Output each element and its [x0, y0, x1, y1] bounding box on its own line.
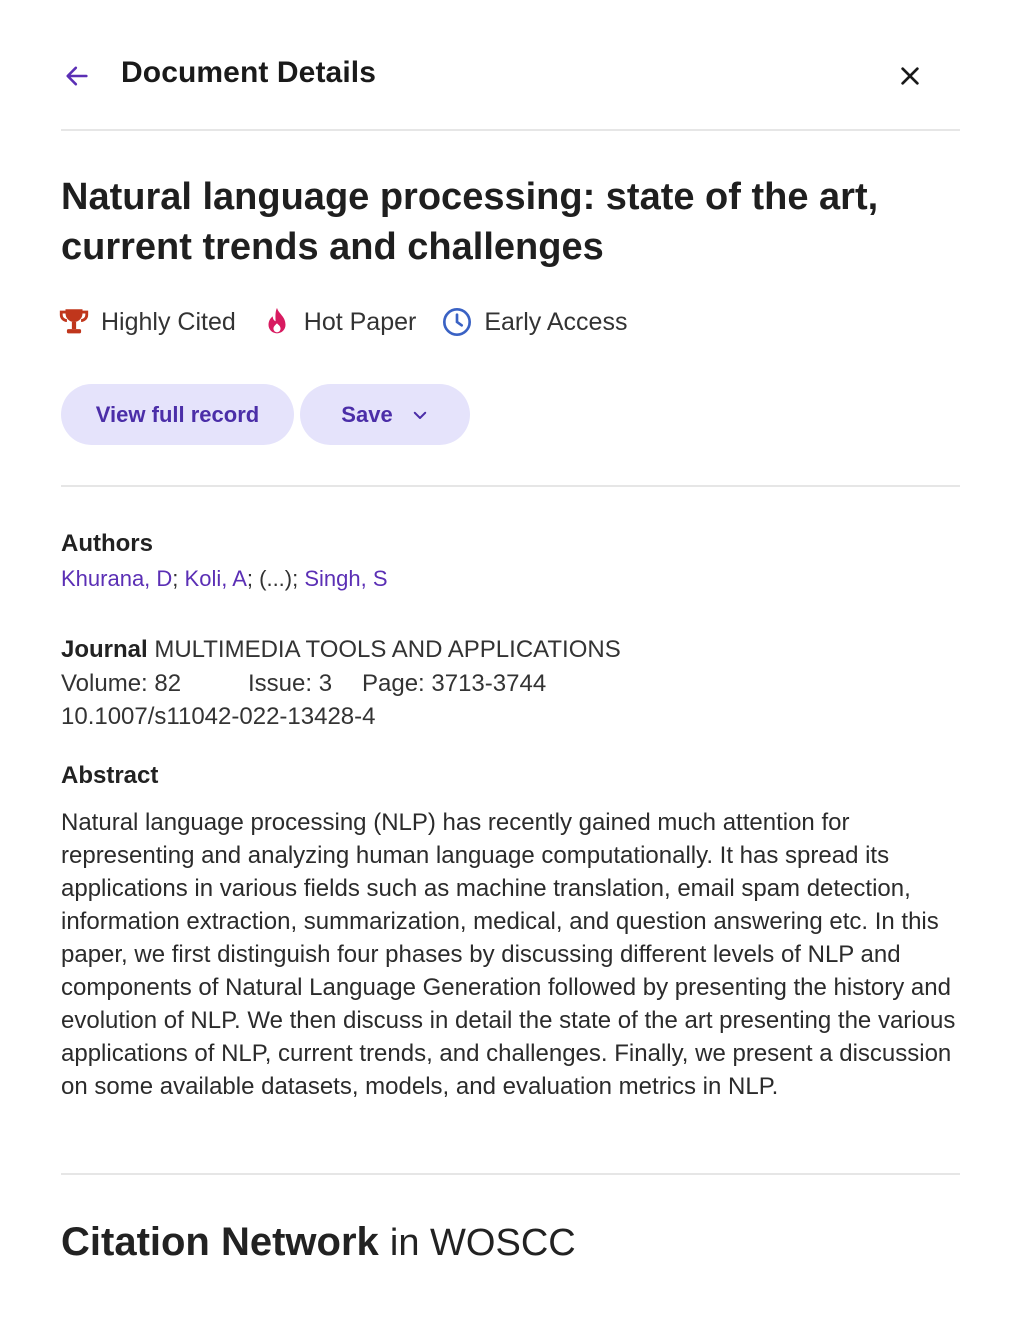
journal-name: MULTIMEDIA TOOLS AND APPLICATIONS [154, 636, 621, 663]
citation-network-suffix: in WOSCC [389, 1222, 576, 1264]
save-label: Save [341, 401, 393, 427]
view-full-record-label: View full record [95, 401, 260, 427]
save-button[interactable] [300, 384, 470, 445]
badge-label: Early Access [484, 307, 628, 336]
section-divider [61, 1173, 960, 1175]
author-link[interactable]: Singh, S [304, 566, 388, 591]
volume-issue-page [61, 670, 546, 698]
citation-network-heading [61, 1220, 576, 1265]
citation-network-title: Citation Network [61, 1220, 379, 1264]
authors-list [61, 566, 388, 592]
author-link[interactable]: Khurana, D [61, 566, 173, 591]
authors-label: Authors [61, 530, 153, 557]
back-button[interactable] [61, 60, 93, 92]
document-title: Natural language processing: state of the art, current trends and challenges [61, 176, 879, 268]
doi-value: 10.1007/s11042-022-13428-4 [61, 703, 376, 730]
close-icon [899, 65, 921, 87]
volume-value: Volume: 82 [61, 670, 182, 697]
badge-label: Hot Paper [303, 307, 417, 336]
panel-title: Document Details [121, 56, 376, 89]
clock-icon [440, 305, 474, 339]
badge-highly-cited [57, 305, 236, 339]
author-separator: ; [172, 566, 185, 591]
arrow-left-icon [63, 62, 91, 90]
chevron-down-icon [411, 406, 429, 424]
badge-hot-paper [260, 305, 417, 339]
badge-early-access [440, 305, 627, 339]
journal-label: Journal [61, 636, 148, 663]
trophy-icon [57, 305, 91, 339]
author-separator: ; (...); [246, 566, 305, 591]
page-value: Page: 3713-3744 [362, 670, 547, 697]
panel-header [61, 50, 960, 102]
close-button[interactable] [896, 62, 924, 90]
author-link[interactable]: Koli, A [184, 566, 247, 591]
badge-label: Highly Cited [101, 307, 236, 336]
section-divider [61, 485, 960, 487]
issue-value: Issue: 3 [248, 670, 333, 697]
abstract-label: Abstract [61, 762, 159, 789]
header-divider [61, 129, 960, 131]
view-full-record-button[interactable] [61, 384, 294, 445]
abstract-text: Natural language processing (NLP) has recently gained much attention for representing and analyzing human language computationally. It has spread its applications in various fields such as machine translation, email spam detection, information extraction, summarization, medical, and question answering etc. In this paper, we first distinguish four phases by discussing different levels of NLP and components of Natural Language Generation followed by presenting the history and evolution of NLP. We then discuss in detail the state of the art presenting the various applications of NLP, current trends, and challenges. Finally, we present a discussion on some available datasets, models, and evaluation metrics in NLP. [61, 809, 956, 1100]
journal-line [61, 636, 621, 664]
badge-list [57, 302, 651, 342]
flame-icon [260, 305, 294, 339]
